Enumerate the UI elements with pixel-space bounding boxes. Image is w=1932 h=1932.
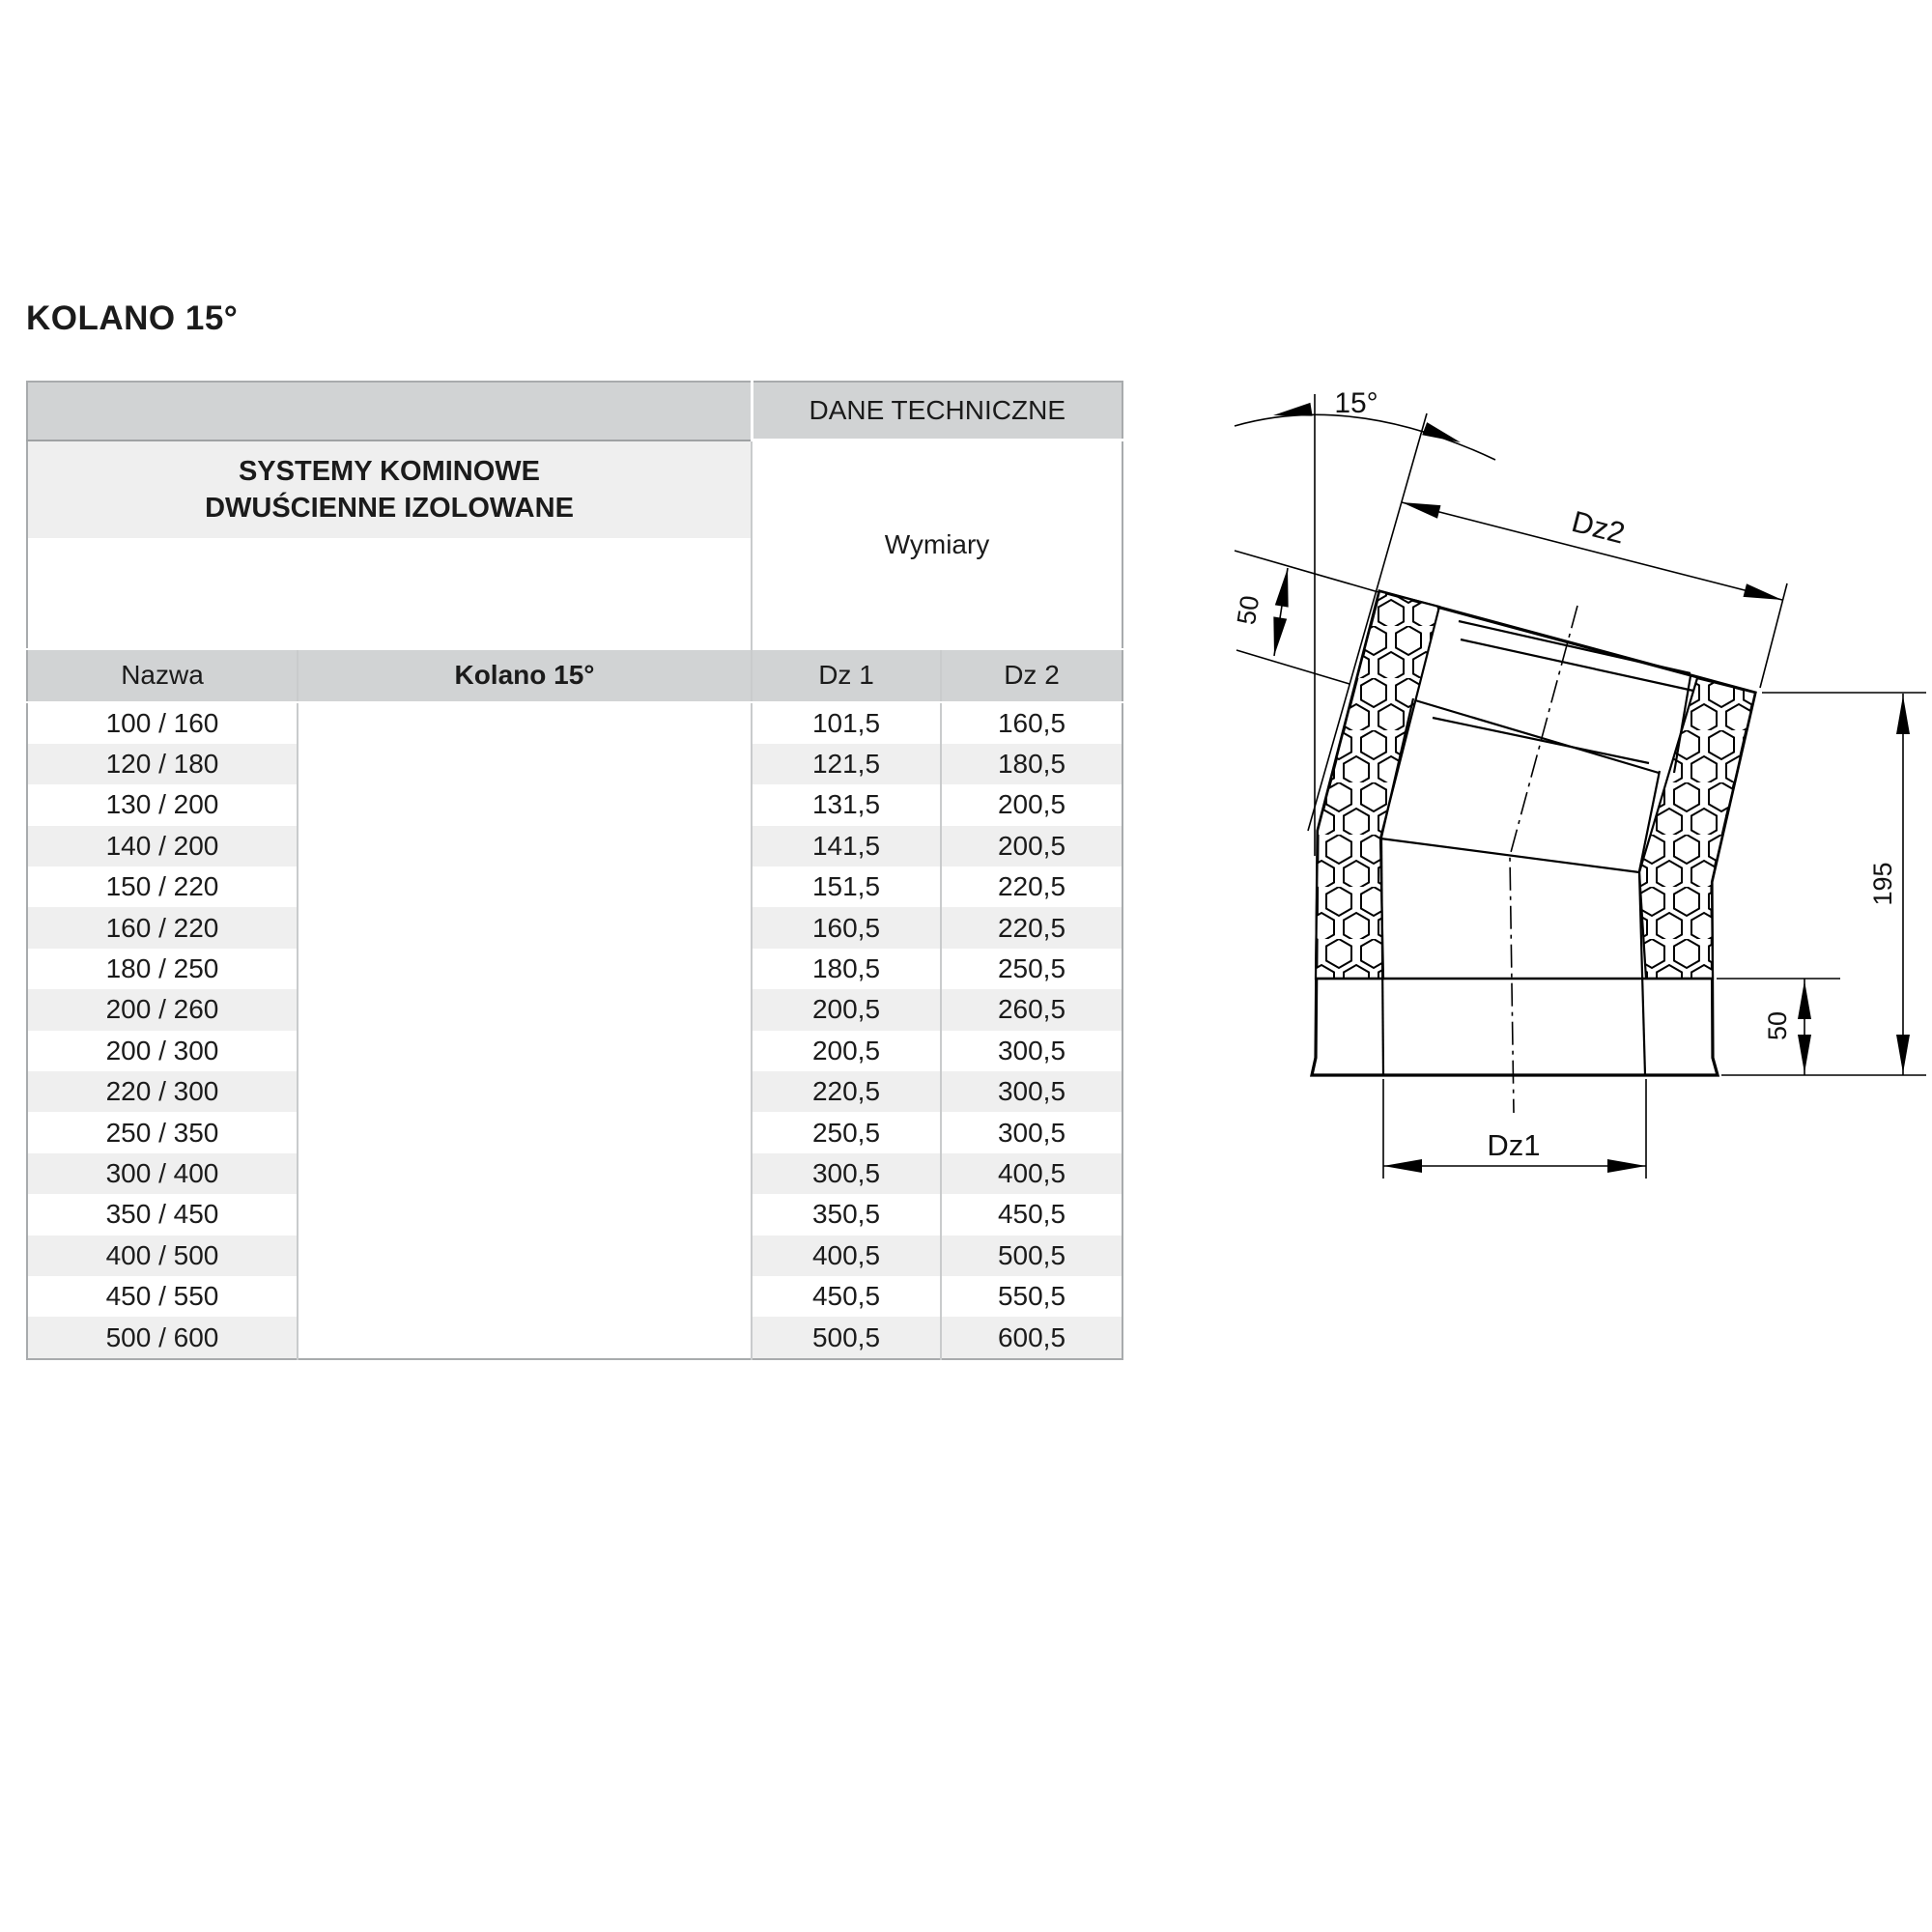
row-dz2: 500,5 <box>941 1236 1122 1276</box>
table-row <box>27 702 1122 744</box>
row-dz1: 200,5 <box>752 989 941 1030</box>
row-name: 450 / 550 <box>27 1276 298 1317</box>
wymiary-cell: Wymiary <box>752 440 1122 649</box>
row-name: 180 / 250 <box>27 949 298 989</box>
row-dz1: 220,5 <box>752 1071 941 1112</box>
row-dz1: 500,5 <box>752 1317 941 1358</box>
row-name: 140 / 200 <box>27 826 298 867</box>
row-name: 200 / 260 <box>27 989 298 1030</box>
top-collar-label: 50 <box>1231 593 1265 627</box>
table-body <box>27 382 1122 1359</box>
dane-techniczne-header: DANE TECHNICZNE <box>752 382 1122 440</box>
bottom-collar-label: 50 <box>1763 1010 1792 1041</box>
row-name: 350 / 450 <box>27 1194 298 1235</box>
row-name: 250 / 350 <box>27 1112 298 1152</box>
row-dz1: 400,5 <box>752 1236 941 1276</box>
row-dz1: 450,5 <box>752 1276 941 1317</box>
spec-table <box>26 381 1123 1360</box>
blank-cell <box>27 538 752 649</box>
row-name: 500 / 600 <box>27 1317 298 1358</box>
top-header-blank-cell <box>27 382 752 440</box>
row-dz2: 200,5 <box>941 784 1122 825</box>
angle-label: 15° <box>1334 387 1378 419</box>
row-dz2: 450,5 <box>941 1194 1122 1235</box>
row-dz1: 101,5 <box>752 702 941 744</box>
row-dz1: 160,5 <box>752 907 941 948</box>
row-dz1: 131,5 <box>752 784 941 825</box>
row-name: 300 / 400 <box>27 1153 298 1194</box>
row-dz1: 200,5 <box>752 1031 941 1071</box>
row-dz1: 250,5 <box>752 1112 941 1152</box>
row-dz2: 220,5 <box>941 867 1122 907</box>
row-dz2: 160,5 <box>941 702 1122 744</box>
row-dz2: 200,5 <box>941 826 1122 867</box>
row-dz1: 141,5 <box>752 826 941 867</box>
row-dz1: 300,5 <box>752 1153 941 1194</box>
kolano-image-cell <box>298 702 752 1359</box>
col-header-dz1: Dz 1 <box>752 649 941 702</box>
row-dz2: 300,5 <box>941 1112 1122 1152</box>
row-name: 130 / 200 <box>27 784 298 825</box>
row-dz2: 300,5 <box>941 1071 1122 1112</box>
elbow-technical-drawing <box>1198 377 1932 1333</box>
row-dz2: 220,5 <box>941 907 1122 948</box>
height-label: 195 <box>1868 862 1897 906</box>
col-header-kolano: Kolano 15° <box>298 649 752 702</box>
row-dz2: 180,5 <box>941 744 1122 784</box>
dz2-label: Dz2 <box>1568 503 1629 551</box>
row-dz2: 300,5 <box>941 1031 1122 1071</box>
row-dz1: 121,5 <box>752 744 941 784</box>
table-top-header-row <box>27 382 1122 440</box>
row-name: 150 / 220 <box>27 867 298 907</box>
row-dz2: 400,5 <box>941 1153 1122 1194</box>
row-dz2: 250,5 <box>941 949 1122 989</box>
system-name-line2: DWUŚCIENNE IZOLOWANE <box>205 492 574 524</box>
column-header-row <box>27 649 1122 702</box>
page-title: KOLANO 15° <box>26 299 239 337</box>
row-dz2: 600,5 <box>941 1317 1122 1358</box>
col-header-dz2: Dz 2 <box>941 649 1122 702</box>
row-name: 160 / 220 <box>27 907 298 948</box>
row-name: 220 / 300 <box>27 1071 298 1112</box>
row-dz1: 180,5 <box>752 949 941 989</box>
row-name: 100 / 160 <box>27 702 298 744</box>
col-header-nazwa: Nazwa <box>27 649 298 702</box>
row-dz1: 350,5 <box>752 1194 941 1235</box>
row-name: 120 / 180 <box>27 744 298 784</box>
row-dz1: 151,5 <box>752 867 941 907</box>
dz1-label: Dz1 <box>1487 1128 1541 1162</box>
system-name-line1: SYSTEMY KOMINOWE <box>238 455 541 487</box>
system-name-cell <box>27 440 752 538</box>
row-dz2: 550,5 <box>941 1276 1122 1317</box>
row-name: 200 / 300 <box>27 1031 298 1071</box>
row-dz2: 260,5 <box>941 989 1122 1030</box>
row-name: 400 / 500 <box>27 1236 298 1276</box>
system-name-row <box>27 440 1122 538</box>
